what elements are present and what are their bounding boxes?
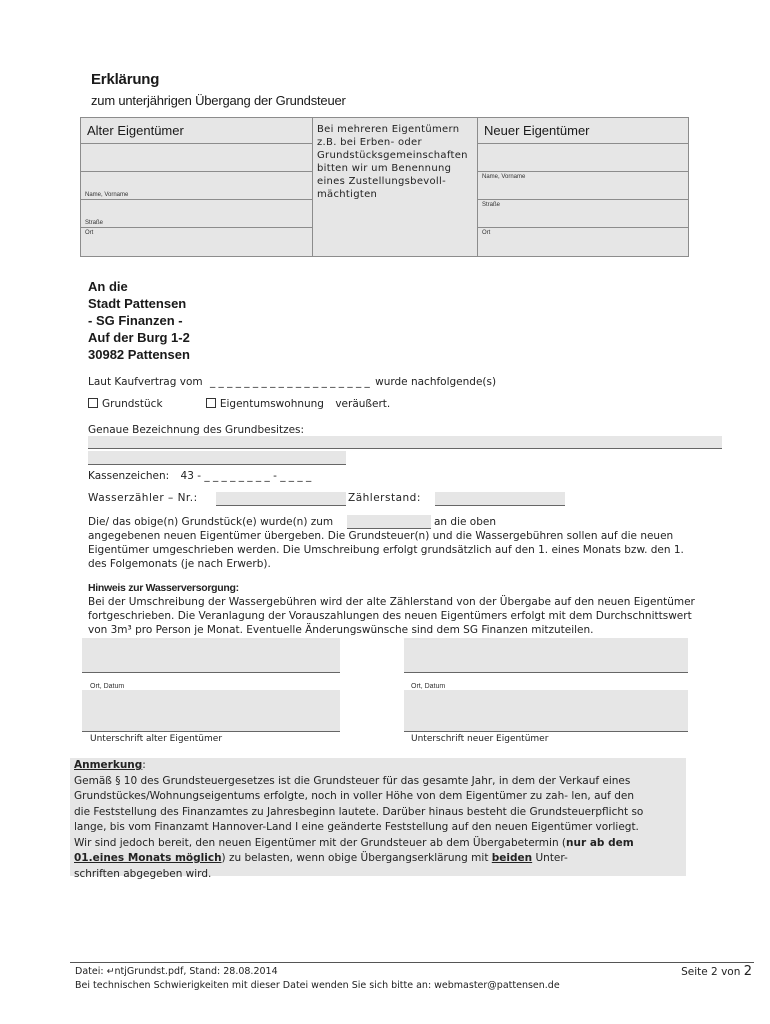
new-owner-column (478, 118, 688, 256)
new-owner-extra-field[interactable] (478, 144, 688, 172)
signature-label-old: Unterschrift alter Eigentümer (90, 734, 223, 744)
meter-reading-field[interactable] (435, 492, 565, 506)
document-subtitle: zum unterjährigen Übergang der Grundsteuer (91, 93, 346, 108)
transfer-line-1-end: an die oben (434, 516, 497, 528)
old-owner-name-field[interactable] (81, 172, 312, 200)
new-owner-header (478, 118, 688, 144)
place-date-field-left[interactable] (82, 638, 340, 673)
property-type-options (88, 398, 390, 410)
cash-ref-label: Kassenzeichen: (88, 470, 170, 482)
remark-heading: Anmerkung (74, 759, 143, 771)
new-owner-street-field[interactable] (478, 200, 688, 228)
place-date-label-right: Ort, Datum (411, 683, 446, 690)
purchase-prefix: Laut Kaufvertrag vom (88, 376, 203, 388)
cash-ref-field-2[interactable]: _ _ _ _ (280, 470, 312, 482)
property-desc-field-2[interactable] (88, 451, 346, 465)
water-notice-line-1: Bei der Umschreibung der Wassergebühren wird der alte Zählerstand von der Übergabe auf den neuen Eigentümer (88, 596, 695, 608)
address-line: Auf der Burg 1-2 (88, 330, 190, 345)
meter-reading-label: Zählerstand: (348, 492, 421, 504)
signature-field-new[interactable] (404, 690, 688, 732)
footer-divider (70, 962, 754, 963)
old-owner-column (81, 118, 313, 256)
place-date-field-right[interactable] (404, 638, 688, 673)
address-line: Stadt Pattensen (88, 296, 187, 311)
signature-field-old[interactable] (82, 690, 340, 732)
old-owner-street-label: Straße (85, 220, 104, 226)
old-owner-name-label: Name, Vorname (85, 192, 129, 198)
transfer-date-field[interactable] (347, 515, 431, 529)
footer-file-info: Datei: ↵ntjGrundst.pdf, Stand: 28.08.2014 (75, 966, 278, 977)
transfer-line-2: angegebenen neuen Eigentümer übergeben. Die Grundsteuer(n) und die Wassergebühren sollen auf die neuen (88, 530, 674, 542)
cash-ref-line (88, 470, 311, 482)
remark-text: Anmerkung: Gemäß § 10 des Grundsteuergesetzes ist die Grundsteuer für das gesamte Jahr, in dem der Verkauf eines Grundstückes/Wohnungseigentums erfolgte, noch in voller Höhe von dem Eigentümer zu zah- len, auf den die Feststellung des Finanzamtes zu Jahresbeginn lautete. Darüber hinaus besteht die Grundsteuerpflicht so lange, bis vom Finanzamt Hannover-Land I eine geänderte Feststellung auf den neuen Eigentümer vorliegt. Wir sind jedoch bereit, den neuen Eigentümer mit der Grundsteuer ab dem Übergabetermin (nur ab dem 01.eines Monats möglich) zu belasten, wenn obige Übergangserklärung mit beiden Unter- schriften abgegeben wird. (74, 759, 644, 880)
plot-checkbox[interactable] (88, 398, 98, 408)
apartment-checkbox[interactable] (206, 398, 216, 408)
old-owner-city-label: Ort (85, 230, 94, 236)
middle-note-column (313, 118, 478, 256)
cash-ref-separator: - (273, 470, 277, 482)
old-owner-street-field[interactable] (81, 200, 312, 228)
old-owner-city-field[interactable] (81, 228, 312, 256)
meter-no-label: Wasserzähler – Nr.: (88, 492, 198, 504)
remark-box (70, 758, 686, 880)
old-owner-extra-field[interactable] (81, 144, 312, 172)
property-desc-field-1[interactable] (88, 436, 722, 449)
old-owner-header (81, 118, 312, 144)
meter-line (88, 492, 198, 504)
cash-ref-field-1[interactable]: _ _ _ _ _ _ _ _ (204, 470, 270, 482)
transfer-line-3: Eigentümer umgeschrieben werden. Die Umschreibung erfolgt grundsätzlich auf den 1. eines Monats bzw. den 1. (88, 544, 684, 556)
page-number: Seite 2 von 2 (681, 964, 752, 979)
property-desc-label: Genaue Bezeichnung des Grundbesitzes: (88, 424, 305, 436)
new-owner-city-field[interactable] (478, 228, 688, 256)
water-notice-heading: Hinweis zur Wasserversorgung: (88, 582, 239, 594)
middle-note: Bei mehreren Eigentümern z.B. bei Erben- oder Grundstücksgemeinschaften bitten wir um Benennung eines Zustellungsbevoll-mächtigten (317, 124, 468, 200)
new-owner-city-label: Ort (482, 230, 491, 236)
address-line: An die (88, 279, 128, 294)
option-plot[interactable]: Grundstück (88, 398, 163, 410)
transfer-line-4: des Folgemonats (je nach Erwerb). (88, 558, 271, 570)
owner-table (80, 117, 689, 257)
cash-ref-prefix: 43 - (180, 470, 202, 482)
new-owner-street-label: Straße (482, 202, 501, 208)
address-line: - SG Finanzen - (88, 313, 183, 328)
recipient-address (88, 278, 190, 363)
new-owner-name-field[interactable] (478, 172, 688, 200)
transfer-line-1: Die/ das obige(n) Grundstück(e) wurde(n) zum (88, 516, 334, 528)
signature-label-new: Unterschrift neuer Eigentümer (411, 734, 549, 744)
old-owner-heading: Alter Eigentümer (87, 123, 184, 138)
address-line: 30982 Pattensen (88, 347, 190, 362)
new-owner-heading: Neuer Eigentümer (484, 123, 590, 138)
meter-no-field[interactable] (216, 492, 346, 506)
option-apartment[interactable]: Eigentumswohnung (206, 398, 324, 410)
footer-contact: Bei technischen Schwierigkeiten mit dieser Datei wenden Sie sich bitte an: webmaster@pattensen.de (75, 980, 560, 991)
document-title: Erklärung (91, 71, 160, 88)
place-date-label-left: Ort, Datum (90, 683, 125, 690)
purchase-date-field[interactable]: _ _ _ _ _ _ _ _ _ _ _ _ _ _ _ _ _ _ _ (209, 376, 370, 388)
sold-text: veräußert. (335, 398, 391, 410)
purchase-suffix: wurde nachfolgende(s) (375, 376, 497, 388)
new-owner-name-label: Name, Vorname (482, 174, 526, 180)
water-notice-line-3: von 3m³ pro Person je Monat. Eventuelle Änderungswünsche sind dem SG Finanzen mitzuteilen. (88, 624, 594, 636)
water-notice-line-2: fortgeschrieben. Die Veranlagung der Vorauszahlungen des neuen Eigentümers erfolgt mit dem Durchschnittswert (88, 610, 692, 622)
purchase-line (88, 376, 496, 388)
